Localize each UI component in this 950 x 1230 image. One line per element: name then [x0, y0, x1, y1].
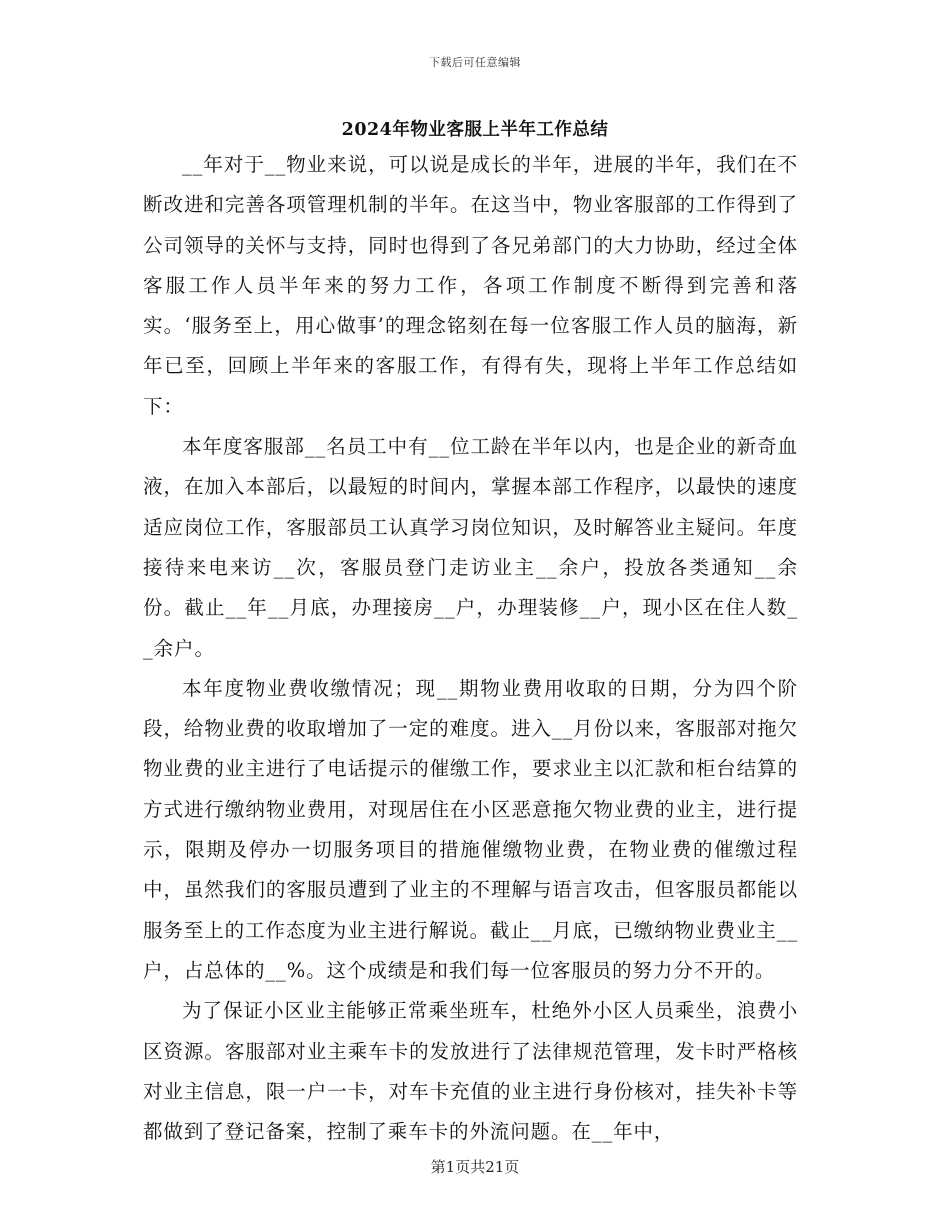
paragraph-fees: 本年度物业费收缴情况；现__期物业费用收取的日期，分为四个阶段，给物业费的收取增加了一定的难度。进入__月份以来，客服部对拖欠物业费的业主进行了电话提示的催缴工作，要求业主以汇款和柜台结算的方式进行缴纳物业费用，对现居住在小区恶意拖欠物业费的业主，进行提示，限期及停办一切服务项目的措施催缴物业费，在物业费的催缴过程中，虽然我们的客服员遭到了业主的不理解与语言攻击，但客服员都能以服务至上的工作态度为业主进行解说。截止__月底，已缴纳物业费业主__户，占总体的__%。这个成绩是和我们每一位客服员的努力分不开的。	[143, 676, 798, 982]
paragraph-staff: 本年度客服部__名员工中有__位工龄在半年以内，也是企业的新奇血液，在加入本部后，以最短的时间内，掌握本部工作程序，以最快的速度适应岗位工作，客服部员工认真学习岗位知识，及时解答业主疑问。年度接待来电来访__次，客服员登门走访业主__余户，投放各类通知__余份。截止__年__月底，办理接房__户，办理装修__户，现小区在住人数__余户。	[143, 435, 798, 660]
document-body	[143, 145, 798, 1152]
page-number: 第1页共21页	[430, 1158, 520, 1176]
paragraph-intro: __年对于__物业来说，可以说是成长的半年，进展的半年，我们在不断改进和完善各项管理机制的半年。在这当中，物业客服部的工作得到了公司领导的关怀与支持，同时也得到了各兄弟部门的大力协助，经过全体客服工作人员半年来的努力工作，各项工作制度不断得到完善和落实。‘服务至上，用心做事’的理念铭刻在每一位客服工作人员的脑海，新年已至，回顾上半年来的客服工作，有得有失，现将上半年工作总结如下：	[143, 153, 798, 418]
document-title: 2024年物业客服上半年工作总结	[341, 120, 609, 140]
paragraph-bus-card: 为了保证小区业主能够正常乘坐班车，杜绝外小区人员乘坐，浪费小区资源。客服部对业主乘车卡的发放进行了法律规范管理，发卡时严格核对业主信息，限一户一卡，对车卡充值的业主进行身份核对，挂失补卡等都做到了登记备案，控制了乘车卡的外流问题。在__年中，	[143, 999, 798, 1144]
page-header-note: 下载后可任意编辑	[429, 56, 521, 69]
